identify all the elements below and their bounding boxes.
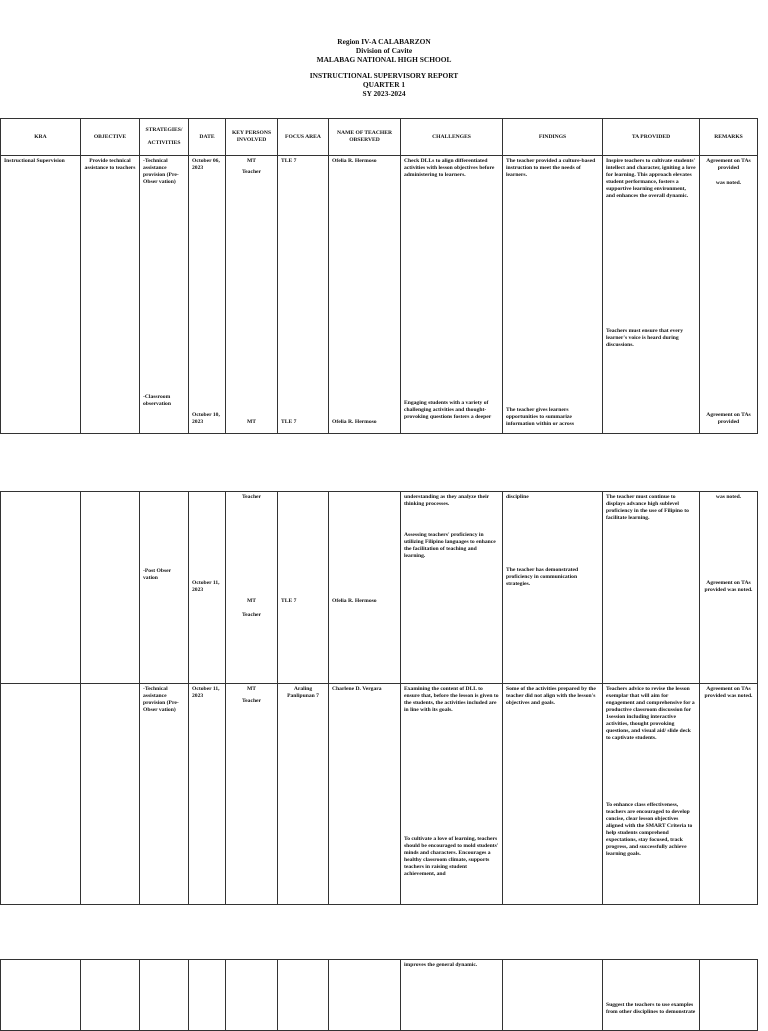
strategies-cell: [140, 960, 189, 1031]
kra-cell: [1, 492, 81, 684]
teacher-cell: Charlene D. Vergara: [329, 684, 401, 905]
teacher-cell: [329, 492, 401, 684]
objective-cell: [81, 960, 140, 1031]
col-teacher-observed: NAME OF TEACHER OBSERVED: [329, 119, 401, 156]
teacher-cell: [329, 156, 401, 434]
key-c1: MT: [246, 598, 256, 604]
key-continued: Teacher: [241, 494, 262, 500]
col-challenges: CHALLENGES: [401, 119, 503, 156]
key-c2: Teacher: [241, 612, 262, 618]
col-key-persons: KEY PERSONS INVOLVED: [226, 119, 278, 156]
col-strategies-l2: ACTIVITIES: [147, 140, 181, 146]
ta-provided-cell: [603, 684, 700, 905]
objective-cell: [81, 684, 140, 905]
kra-cell: [1, 960, 81, 1031]
challenges-cell: [401, 156, 503, 434]
key-a1: MT: [246, 158, 256, 164]
ta-a: Inspire teachers to cultivate students' intellect and character, igniting a love for learning. This approach elevates student performance, fosters a supportive learning environment, and enhances the overall dynamic.: [606, 158, 696, 199]
objective-cell: [81, 492, 140, 684]
key-d1: MT: [246, 686, 256, 692]
key-d2: Teacher: [241, 698, 262, 704]
remark-a1: Agreement on TAs provided: [706, 158, 751, 171]
finding-continued: discipline: [506, 494, 529, 500]
col-strategies-l1: STRATEGIES/: [145, 127, 183, 133]
key-persons-cell: [226, 156, 278, 434]
table-row: [1, 684, 758, 905]
focus-area-cell: [278, 492, 329, 684]
teacher-c: Ofelia R. Hermoso: [332, 598, 377, 604]
date-a: October 06, 2023: [192, 158, 220, 171]
focus-b: TLE 7: [281, 419, 297, 425]
remark-c: Agreement on TAs provided was noted.: [704, 580, 753, 593]
date-cell: [189, 492, 226, 684]
teacher-cell: [329, 960, 401, 1031]
remark-a2: was noted.: [715, 180, 742, 186]
teacher-b: Ofelia R. Hermoso: [332, 419, 377, 425]
table-row: [1, 492, 758, 684]
challenge-e: To cultivate a love of learning, teachers should be encouraged to mold students' minds and characters. Encourages a healthy classroom climate, supports teachers in raising student achievement, and: [404, 836, 499, 877]
school-name: MALABAG NATIONAL HIGH SCHOOL: [316, 54, 452, 64]
challenges-cell: [401, 684, 503, 905]
report-table-page2: [0, 491, 758, 905]
key-persons-cell: [226, 492, 278, 684]
key-persons-cell: [226, 960, 278, 1031]
col-ta-provided: TA PROVIDED: [603, 119, 700, 156]
findings-cell: Some of the activities prepared by the teacher did not align with the lesson's objectives and goals.: [503, 684, 603, 905]
remark-b: Agreement on TAs provided: [706, 412, 751, 425]
focus-a: TLE 7: [281, 158, 297, 164]
report-title: INSTRUCTIONAL SUPERVISORY REPORT: [309, 71, 459, 81]
focus-area-cell: [278, 156, 329, 434]
ta-b: Teachers must ensure that every learner's voice is heard during discussions.: [606, 328, 684, 348]
region-line: Region IV-A CALABARZON: [337, 37, 431, 46]
finding-c: The teacher has demonstrated proficiency in communication strategies.: [506, 567, 579, 587]
findings-cell: [503, 492, 603, 684]
challenges-cell: [401, 492, 503, 684]
focus-area-cell: Araling Panlipunan 7: [278, 684, 329, 905]
ta-provided-cell: [603, 960, 700, 1031]
date-cell: October 11, 2023: [189, 684, 226, 905]
ta-provided-cell: [603, 492, 700, 684]
key-a2: Teacher: [241, 169, 262, 175]
teacher-a: Ofelia R. Hermoso: [332, 158, 377, 164]
strategies-cell: [140, 492, 189, 684]
ta-f: Suggest the teachers to use examples from other disciplines to demonstrate: [606, 1002, 696, 1015]
challenge-continued: understanding as they analyze their thinking processes.: [404, 494, 490, 507]
col-objective: OBJECTIVE: [81, 119, 140, 156]
col-kra: KRA: [1, 119, 81, 156]
finding-a: The teacher provided a culture-based instruction to meet the needs of learners.: [506, 158, 596, 178]
key-persons-cell: [226, 684, 278, 905]
remarks-cell: [700, 492, 758, 684]
date-c: October 11, 2023: [192, 580, 220, 593]
date-cell: [189, 960, 226, 1031]
col-strategies: [140, 119, 189, 156]
strategies-cell: -Technical assistance provision (Pre-Obser vation): [140, 684, 189, 905]
col-focus-area: FOCUS AREA: [278, 119, 329, 156]
col-remarks: REMARKS: [700, 119, 758, 156]
strategy-pre-observation: -Technical assistance provision (Pre-Obser vation): [143, 158, 179, 185]
table-row: [1, 156, 758, 434]
ta-d: Teachers advice to revise the lesson exemplar that will aim for engagement and comprehensive for a productive classroom discussion for 1session including interactive activities, thought provoking questions, and visual aid/ slide deck to captivate students.: [606, 686, 695, 741]
remarks-cell: [700, 156, 758, 434]
challenge-a: Check DLLs to align differentiated activities with lesson objectives before administering to learners.: [404, 158, 495, 178]
table-row: [1, 960, 758, 1031]
strategy-classroom-observation: -Classroom observation: [143, 394, 171, 407]
kra-cell: [1, 684, 81, 905]
report-header: [0, 38, 768, 99]
remarks-cell: Agreement on TAs provided was noted.: [700, 684, 758, 905]
challenge-b: Engaging students with a variety of challenging activities and thought-provoking questions fosters a deeper: [404, 400, 492, 420]
focus-c: TLE 7: [281, 598, 297, 604]
col-date: DATE: [189, 119, 226, 156]
ta-provided-cell: [603, 156, 700, 434]
ta-c: The teacher must continue to displays advance high sublevel proficiency in the use of Filipino to facilitate learning.: [606, 494, 689, 521]
remarks-cell: [700, 960, 758, 1031]
ta-e: To enhance class effectiveness, teachers are encouraged to develop concise, clear lesson objectives aligned with the SMART Criteria to help students comprehend expectations, stay focused, track progress, and successfully achieve learning goals.: [606, 802, 693, 857]
division-line: Division of Cavite: [355, 45, 413, 55]
remark-continued: was noted.: [715, 494, 742, 500]
col-findings: FINDINGS: [503, 119, 603, 156]
focus-area-cell: [278, 960, 329, 1031]
findings-cell: [503, 156, 603, 434]
challenge-d: Examining the content of DLL to ensure that, before the lesson is given to the students, the activities included are in line with its goals.: [404, 686, 499, 713]
objective-cell: Provide technical assistance to teachers: [81, 156, 140, 434]
finding-b: The teacher gives learners opportunities to summarize information within or across: [506, 407, 575, 427]
report-table-page3: [0, 959, 758, 1031]
key-b: MT: [246, 419, 256, 425]
challenges-cell: improves the general dynamic.: [401, 960, 503, 1031]
school-year: SY 2023-2024: [362, 88, 406, 98]
date-b: October 10, 2023: [192, 412, 220, 425]
strategies-cell: [140, 156, 189, 434]
table-header-row: [1, 119, 758, 156]
quarter-line: QUARTER 1: [362, 80, 406, 90]
date-cell: [189, 156, 226, 434]
report-table-page1: [0, 118, 758, 434]
strategy-post-observation: -Post Obser vation: [143, 568, 172, 581]
challenge-c: Assessing teachers' proficiency in utilizing Filipino languages to enhance the facilitation of teaching and learning.: [404, 532, 496, 559]
findings-cell: [503, 960, 603, 1031]
kra-cell: Instructional Supervision: [1, 156, 81, 434]
